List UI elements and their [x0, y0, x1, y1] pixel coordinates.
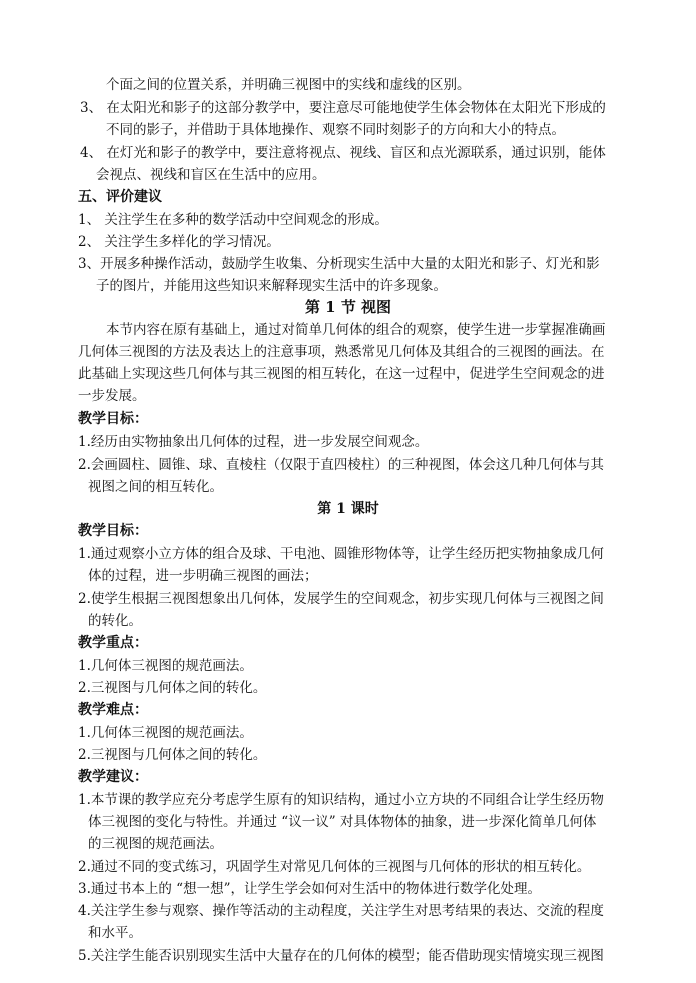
goal-item-1: 1.经历由实物抽象出几何体的过程，进一步发展空间观念。: [78, 434, 429, 450]
suggestion-5: 5.关注学生能否识别现实生活中大量存在的几何体的模型；能否借助现实情境实现三视图: [78, 948, 604, 964]
eval-item-2: 2、 关注学生多样化的学习情况。: [78, 234, 280, 250]
suggestion-1: 1.本节课的教学应充分考虑学生原有的知识结构，通过小立方块的不同组合让学生经历物: [78, 792, 604, 808]
suggestion-2: 2.通过不同的变式练习，巩固学生对常见几何体的三视图与几何体的形状的相互转化。: [78, 859, 591, 875]
text-line: 体三视图的变化与特性。并通过 “议一议” 对具体物体的抽象，进一步深化简单几何体: [88, 814, 597, 830]
paragraph-line: 一步发展。: [78, 388, 146, 404]
text-line: 个面之间的位置关系，并明确三视图中的实线和虚线的区别。: [106, 77, 471, 93]
text-line: 会视点、视线和盲区在生活中的应用。: [96, 167, 326, 183]
heading-teaching-goals: 教学目标：: [78, 411, 148, 427]
section-title: 第 1 节 视图: [304, 298, 392, 316]
paragraph-line: 几何体三视图的方法及表达上的注意事项，熟悉常见几何体及其组合的三视图的画法。在: [78, 344, 605, 360]
text-line: 视图之间的相互转化。: [88, 479, 223, 495]
key-point-2: 2.三视图与几何体之间的转化。: [78, 680, 267, 696]
eval-item-1: 1、 关注学生在多种的数学活动中空间观念的形成。: [78, 212, 388, 228]
suggestion-3: 3.通过书本上的 “想一想”，让学生学会如何对生活中的物体进行数学化处理。: [78, 881, 541, 897]
paragraph-line: 此基础上实现这些几何体与其三视图的相互转化，在这一过程中，促进学生空间观念的进: [78, 366, 605, 382]
key-point-1: 1.几何体三视图的规范画法。: [78, 658, 253, 674]
text-line: 不同的影子，并借助于具体地操作、观察不同时刻影子的方向和大小的特点。: [106, 122, 565, 138]
text-line: 的转化。: [88, 613, 142, 629]
paragraph-line: 本节内容在原有基础上，通过对简单几何体的组合的观察，使学生进一步掌握准确画: [106, 322, 606, 338]
heading-teaching-goals: 教学目标：: [78, 523, 148, 539]
lesson-title: 第 1 课时: [317, 501, 379, 517]
lesson-goal-2: 2.使学生根据三视图想象出几何体，发展学生的空间观念，初步实现几何体与三视图之间: [78, 591, 604, 607]
heading-key-points: 教学重点：: [78, 635, 148, 651]
suggestion-4: 4.关注学生参与观察、操作等活动的主动程度，关注学生对思考结果的表达、交流的程度: [78, 903, 604, 919]
difficulty-1: 1.几何体三视图的规范画法。: [78, 725, 253, 741]
heading-difficulties: 教学难点：: [78, 702, 148, 718]
lesson-goal-1: 1.通过观察小立方体的组合及球、干电池、圆锥形物体等，让学生经历把实物抽象成几何: [78, 546, 604, 562]
section-heading-evaluation: 五、评价建议: [78, 189, 162, 205]
difficulty-2: 2.三视图与几何体之间的转化。: [78, 747, 267, 763]
eval-item-3: 3、开展多种操作活动，鼓励学生收集、分析现实生活中大量的太阳光和影子、灯光和影: [78, 256, 600, 272]
text-line: 和水平。: [88, 925, 142, 941]
text-line: 体的过程，进一步明确三视图的画法；: [88, 568, 318, 584]
text-line: 的三视图的规范画法。: [88, 836, 223, 852]
goal-item-2: 2.会画圆柱、圆锥、球、直棱柱（仅限于直四棱柱）的三种视图，体会这几种几何体与其: [78, 457, 604, 473]
list-item-3: 3、 在太阳光和影子的这部分教学中，要注意尽可能地使学生体会物体在太阳光下形成的: [80, 100, 606, 116]
text-line: 子的图片，并能用这些知识来解释现实生活中的许多现象。: [96, 278, 447, 294]
heading-suggestions: 教学建议：: [78, 769, 148, 785]
list-item-4: 4、 在灯光和影子的教学中，要注意将视点、视线、盲区和点光源联系，通过识别，能体: [80, 145, 606, 161]
